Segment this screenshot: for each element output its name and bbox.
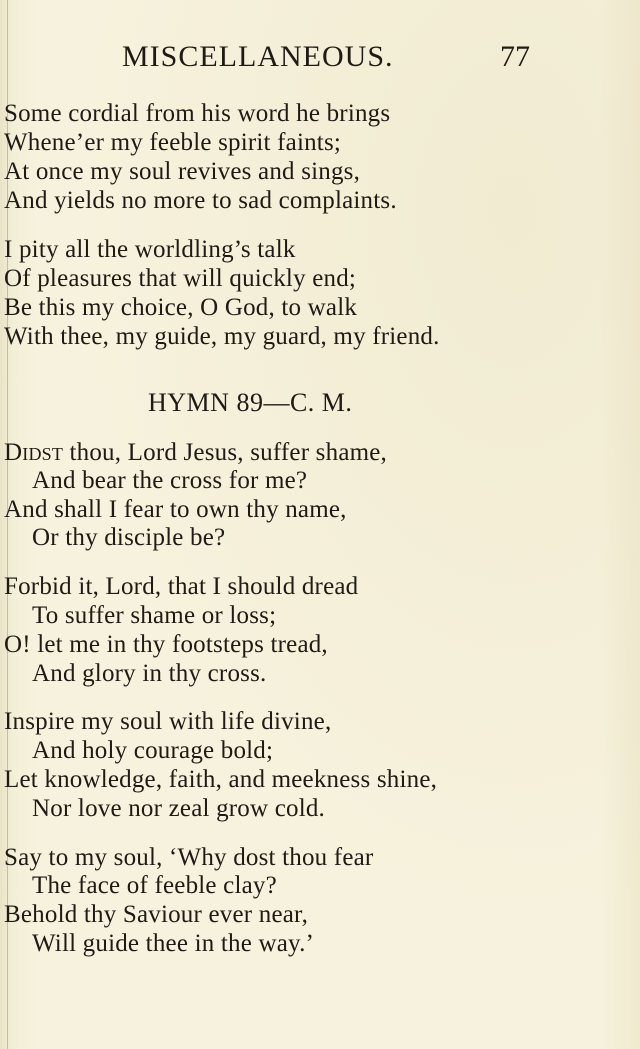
- verse-line: And glory in thy cross.: [32, 660, 267, 687]
- verse-line-rest: thou, Lord Jesus, suffer shame,: [63, 439, 388, 466]
- verse-line-first: [4, 439, 387, 467]
- verse-line: Or thy disciple be?: [32, 524, 226, 551]
- hymn-title: HYMN 89—C. M.: [148, 388, 353, 417]
- verse-line: And yields no more to sad complaints.: [4, 187, 397, 214]
- verse-line: At once my soul revives and sings,: [4, 158, 361, 185]
- verse-line: To suffer shame or loss;: [32, 602, 277, 629]
- page-number: 77: [500, 40, 530, 73]
- running-head: MISCELLANEOUS.: [122, 40, 394, 73]
- verse-line: Of pleasures that will quickly end;: [4, 265, 357, 292]
- verse-line: Say to my soul, ‘Why dost thou fear: [4, 844, 374, 871]
- verse-line: And holy courage bold;: [32, 737, 274, 764]
- verse-line: And bear the cross for me?: [32, 467, 308, 494]
- verse-line: With thee, my guide, my guard, my friend.: [4, 323, 440, 350]
- verse-line: Whene’er my feeble spirit faints;: [4, 129, 342, 156]
- verse-line: Will guide thee in the way.’: [32, 930, 315, 957]
- verse-line: Nor love nor zeal grow cold.: [32, 795, 326, 822]
- drop-word: Didst: [4, 439, 64, 466]
- verse-line: Behold thy Saviour ever near,: [4, 901, 309, 928]
- verse-line: Let knowledge, faith, and meekness shine,: [4, 766, 438, 793]
- verse-line: O! let me in thy footsteps tread,: [4, 631, 328, 658]
- verse-line: The face of feeble clay?: [32, 872, 277, 899]
- verse-line: And shall I fear to own thy name,: [4, 496, 347, 523]
- verse-line: I pity all the worldling’s talk: [4, 236, 296, 263]
- verse-line: Some cordial from his word he brings: [4, 100, 391, 127]
- verse-line: Inspire my soul with life divine,: [4, 708, 332, 735]
- verse-line: Be this my choice, O God, to walk: [4, 294, 358, 321]
- verse-line: Forbid it, Lord, that I should dread: [4, 573, 359, 600]
